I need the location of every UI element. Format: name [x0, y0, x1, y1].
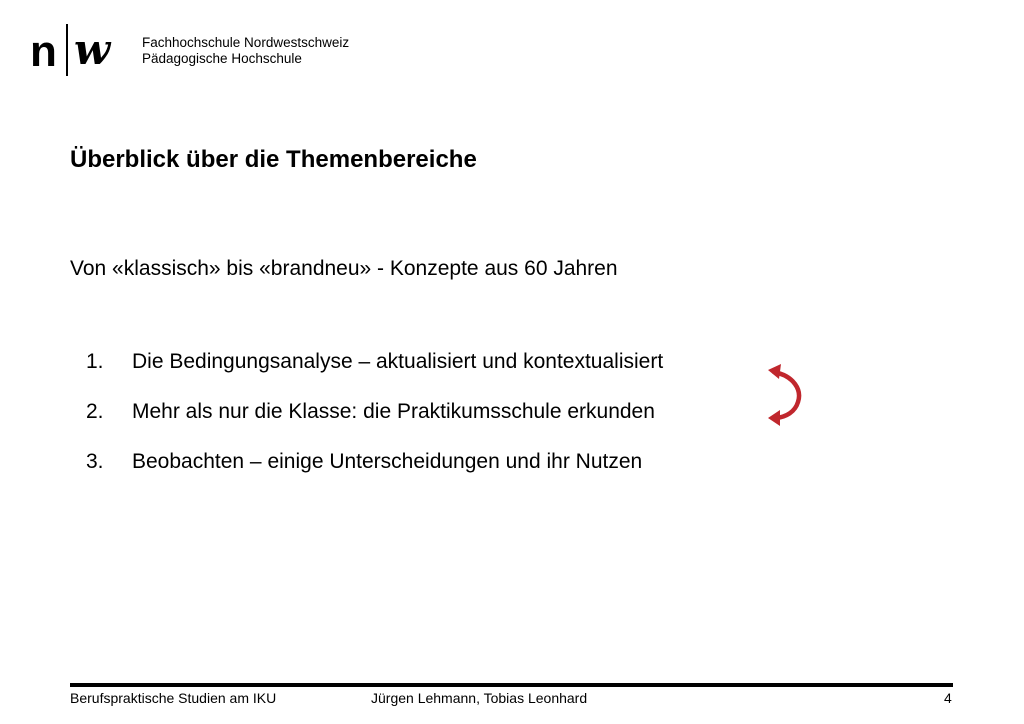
list-item-text: Mehr als nur die Klasse: die Praktikumsschule erkunden [132, 400, 655, 423]
logo-divider [66, 24, 68, 76]
logo-letter-n: n [30, 27, 57, 76]
list-item-number: 3. [86, 450, 104, 473]
list-item [86, 450, 663, 500]
footer-authors: Jürgen Lehmann, Tobias Leonhard [371, 690, 588, 706]
page-number: 4 [944, 690, 952, 706]
list-item [86, 350, 663, 400]
logo-text [142, 35, 349, 67]
fhnw-logo [30, 24, 390, 80]
list-item-number: 1. [86, 350, 104, 373]
slide-subtitle: Von «klassisch» bis «brandneu» - Konzepte aus 60 Jahren [70, 257, 618, 280]
institution-name: Fachhochschule Nordwestschweiz [142, 35, 350, 50]
list-item-text: Die Bedingungsanalyse – aktualisiert und kontextualisiert [132, 350, 664, 373]
footer-course: Berufspraktische Studien am IKU [70, 690, 277, 706]
list-item-number: 2. [86, 400, 104, 423]
list-item [86, 400, 663, 450]
swap-arrow-icon [764, 364, 804, 426]
topic-list [86, 350, 663, 500]
logo-letter-w: w [74, 25, 111, 74]
slide-title: Überblick über die Themenbereiche [70, 146, 477, 173]
footer-divider [70, 683, 953, 687]
school-name: Pädagogische Hochschule [142, 51, 302, 66]
list-item-text: Beobachten – einige Unterscheidungen und ihr Nutzen [132, 450, 643, 473]
